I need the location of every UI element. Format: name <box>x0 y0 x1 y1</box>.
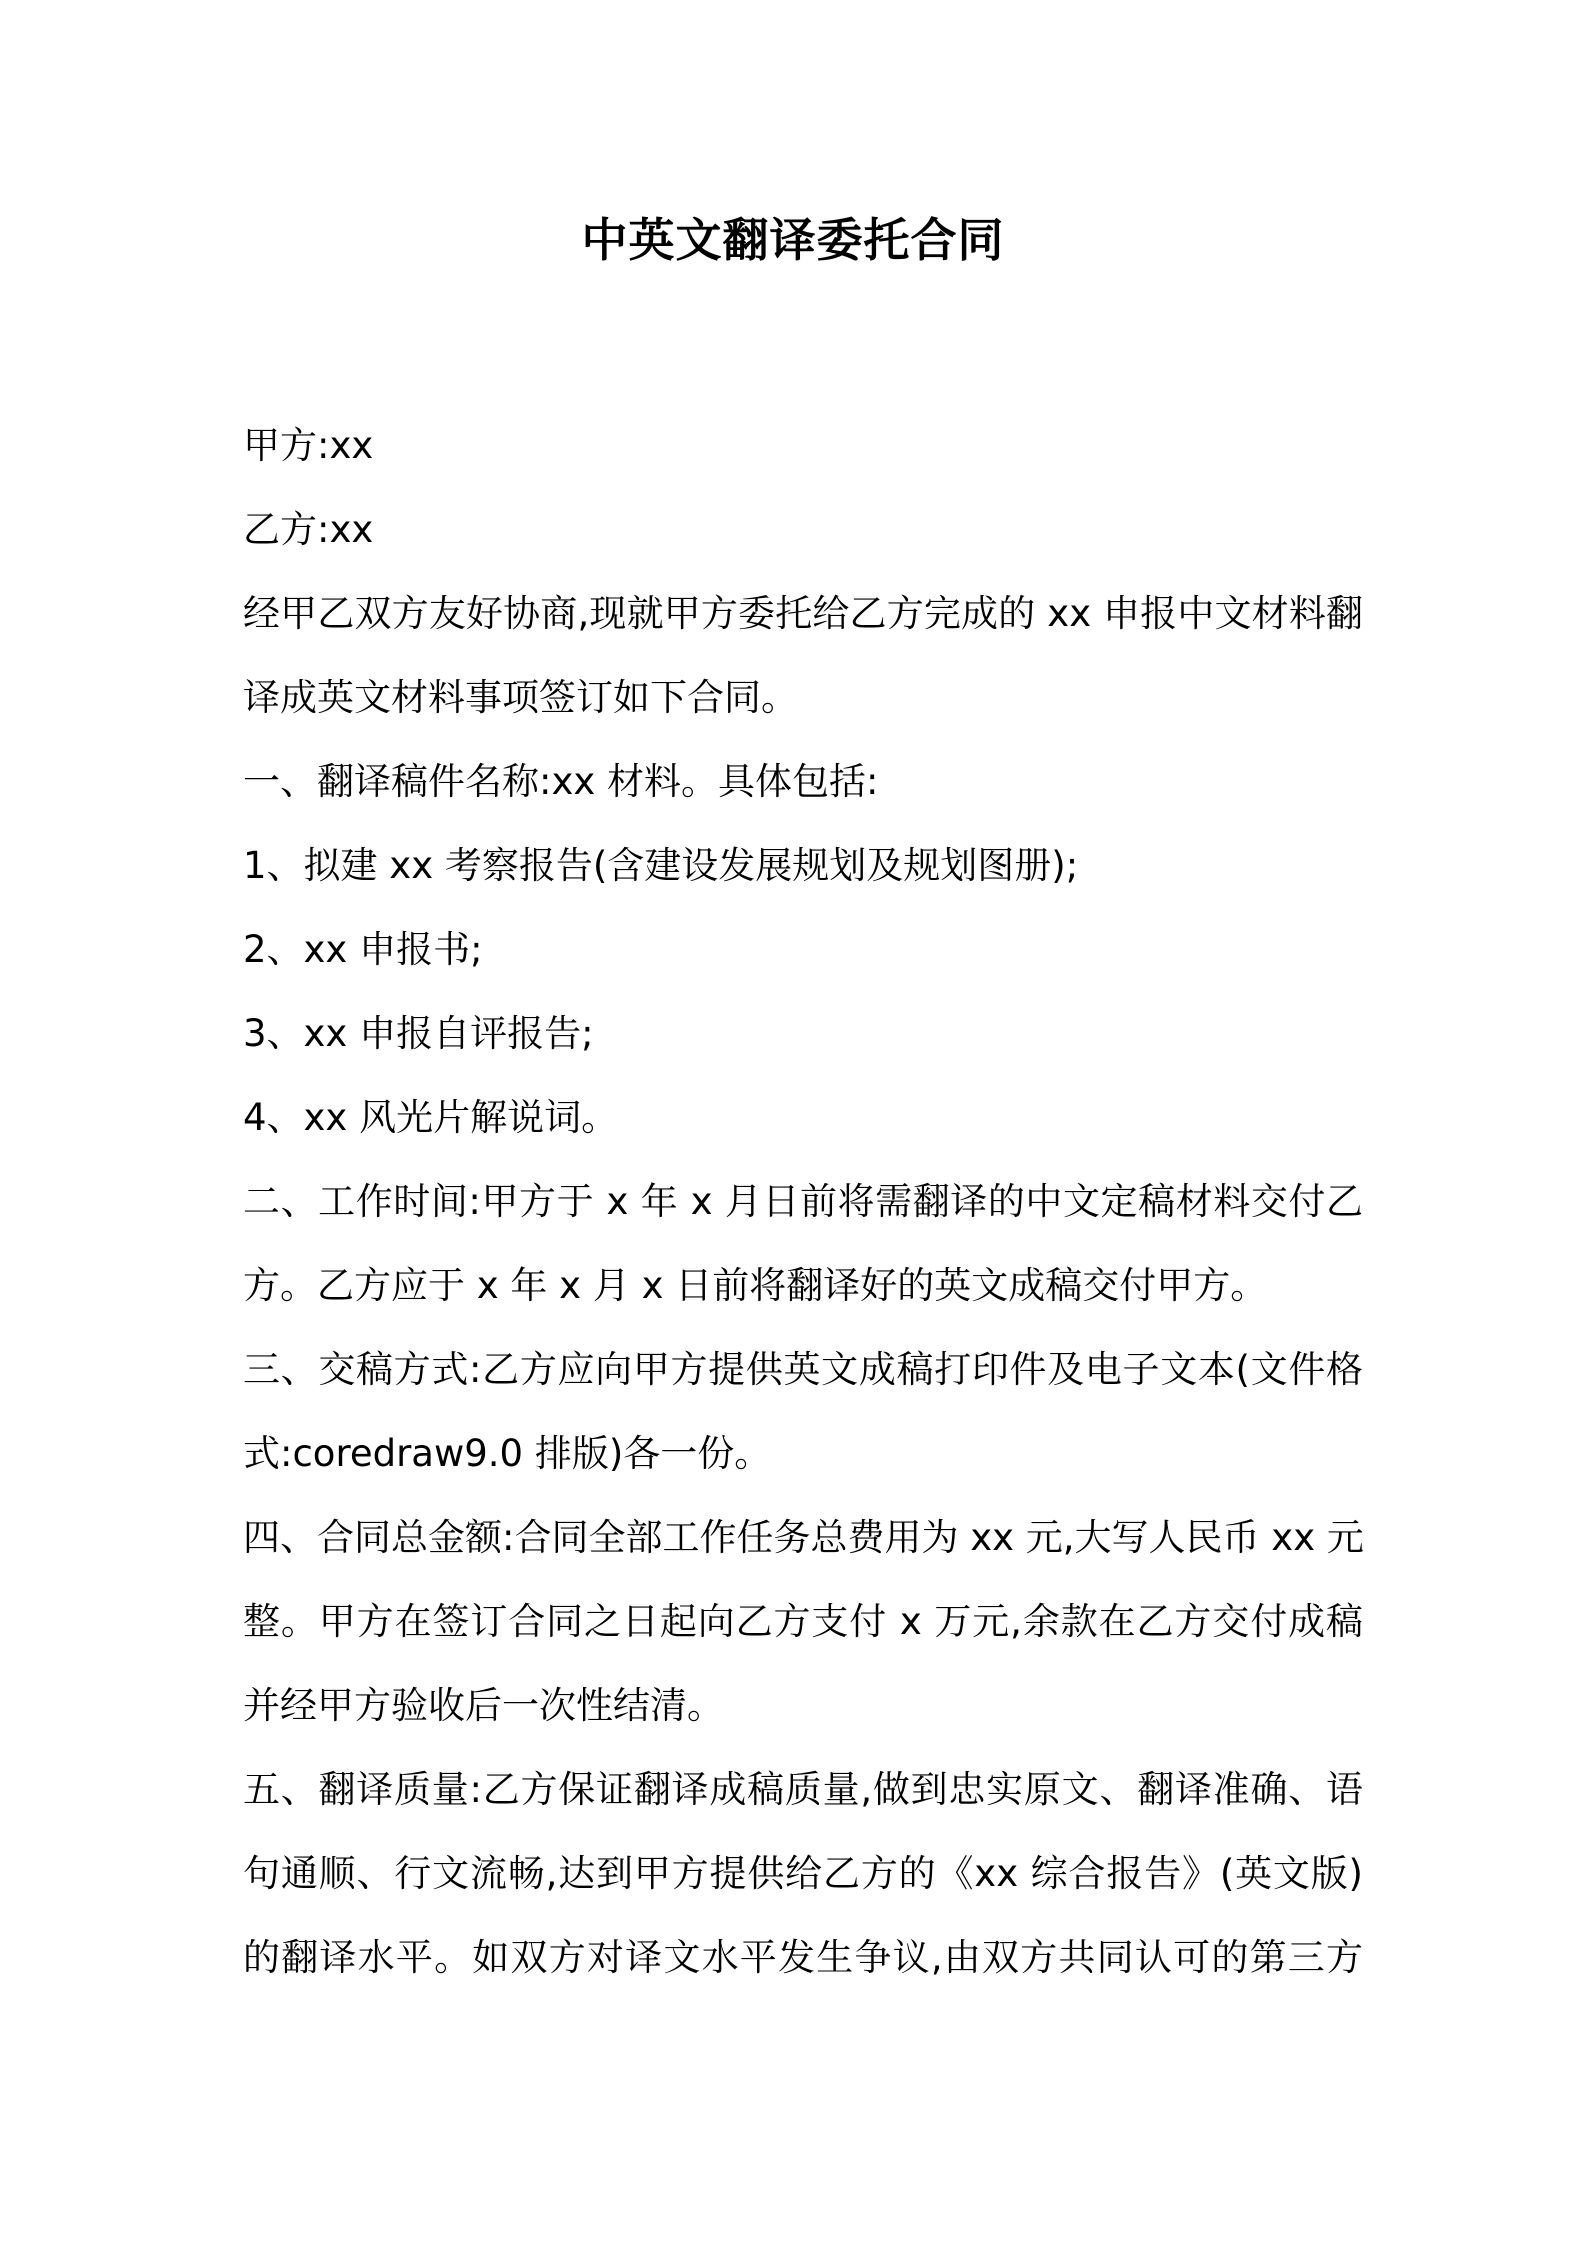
list-item-1 <box>243 824 1363 908</box>
text-line: 一、翻译稿件名称:xx 材料。具体包括: <box>243 760 879 803</box>
text-line: 四、合同总金额:合同全部工作任务总费用为 xx 元,大写人民币 xx 元 <box>243 1516 1364 1559</box>
text-line: 甲方:xx <box>243 424 374 467</box>
document-body <box>243 404 1363 2000</box>
party-a <box>243 404 1363 488</box>
clause-1-heading <box>243 740 1363 824</box>
text-line: 句通顺、行文流畅,达到甲方提供给乙方的《xx 综合报告》(英文版) <box>243 1852 1363 1895</box>
preamble-paragraph <box>243 572 1363 740</box>
party-b <box>243 488 1363 572</box>
text-line: 三、交稿方式:乙方应向甲方提供英文成稿打印件及电子文本(文件格 <box>243 1348 1363 1391</box>
text-line: 的翻译水平。如双方对译文水平发生争议,由双方共同认可的第三方 <box>243 1936 1363 1979</box>
clause-3 <box>243 1328 1363 1496</box>
text-line: 并经甲方验收后一次性结清。 <box>243 1684 724 1727</box>
text-line: 经甲乙双方友好协商,现就甲方委托给乙方完成的 xx 申报中文材料翻 <box>243 592 1363 635</box>
list-item-4 <box>243 1076 1363 1160</box>
text-line: 方。乙方应于 x 年 x 月 x 日前将翻译好的英文成稿交付甲方。 <box>243 1264 1268 1307</box>
text-line: 二、工作时间:甲方于 x 年 x 月日前将需翻译的中文定稿材料交付乙 <box>243 1180 1363 1223</box>
clause-4 <box>243 1496 1363 1748</box>
text-line: 2、xx 申报书; <box>243 928 483 971</box>
clause-5 <box>243 1748 1363 2000</box>
text-line: 4、xx 风光片解说词。 <box>243 1096 619 1139</box>
text-line: 译成英文材料事项签订如下合同。 <box>243 676 798 719</box>
clause-2 <box>243 1160 1363 1328</box>
text-line: 式:coredraw9.0 排版)各一份。 <box>243 1432 772 1475</box>
list-item-3 <box>243 992 1363 1076</box>
list-item-2 <box>243 908 1363 992</box>
text-line: 乙方:xx <box>243 508 374 551</box>
text-line: 五、翻译质量:乙方保证翻译成稿质量,做到忠实原文、翻译准确、语 <box>243 1768 1363 1811</box>
text-line: 1、拟建 xx 考察报告(含建设发展规划及规划图册); <box>243 844 1079 887</box>
text-line: 整。甲方在签订合同之日起向乙方支付 x 万元,余款在乙方交付成稿 <box>243 1600 1363 1643</box>
document-title: 中英文翻译委托合同 <box>581 213 1005 267</box>
text-line: 3、xx 申报自评报告; <box>243 1012 594 1055</box>
